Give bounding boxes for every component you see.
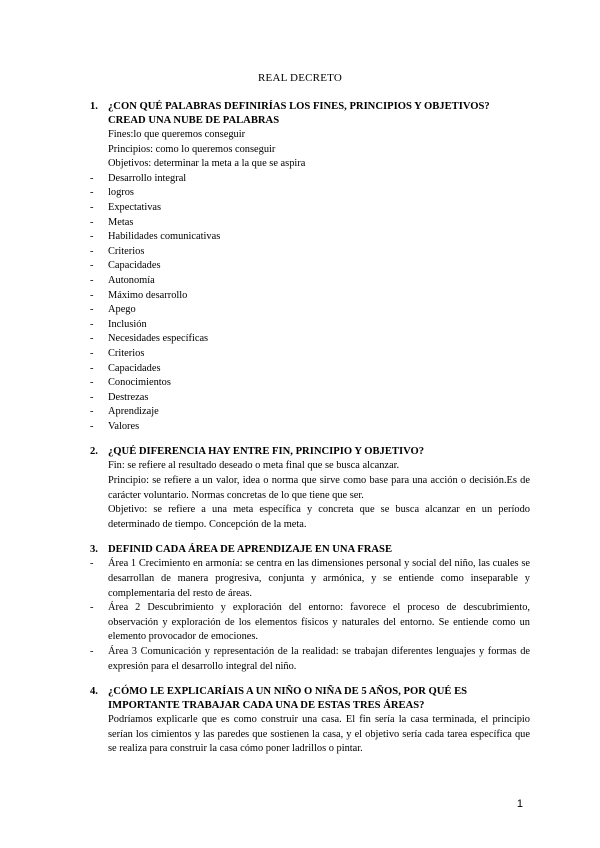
word-list-item bbox=[90, 405, 530, 420]
definition-objetivos: Objetivos: determinar la meta a la que se aspira bbox=[108, 158, 306, 170]
bullet-dash: - bbox=[90, 216, 94, 228]
question-1-number: 1. bbox=[90, 101, 98, 112]
word-list-item bbox=[90, 420, 530, 435]
word-list-item bbox=[90, 318, 530, 333]
word-list-text: Necesidades específicas bbox=[108, 333, 209, 345]
document-title: REAL DECRETO bbox=[258, 72, 342, 84]
area-2-text: Área 2 Descubrimiento y exploración del entorno: favorece el proceso de descubrimiento, observación y exploración de los elementos físicos y naturales del entorno. Se entiende como un elemento provocador de emociones. bbox=[108, 602, 530, 643]
definition-fines: Fines:lo que queremos conseguir bbox=[108, 129, 246, 140]
question-4-text: ¿CÓMO LE EXPLICARÍAIS A UN NIÑO O NIÑA DE 5 AÑOS, POR QUÉ ES IMPORTANTE TRABAJAR CADA UNA DE ESTAS TRES ÁREAS? bbox=[108, 686, 468, 712]
word-list-item bbox=[90, 362, 530, 377]
bullet-dash: - bbox=[90, 187, 94, 199]
bullet-dash: - bbox=[90, 347, 94, 359]
question-2-number: 2. bbox=[90, 446, 98, 458]
word-list-item bbox=[90, 230, 530, 245]
bullet-dash: - bbox=[90, 172, 94, 184]
word-list-item bbox=[90, 259, 530, 274]
word-list-item bbox=[90, 186, 530, 201]
area-3-text: Área 3 Comunicación y representación de la realidad: se trabajan diferentes lenguajes y formas de expresión para el desarrollo integral del niño. bbox=[108, 646, 530, 672]
area-2-item bbox=[90, 601, 530, 645]
question-2-heading bbox=[90, 445, 530, 459]
word-list-text: Destrezas bbox=[108, 391, 149, 403]
word-list-text: Criterios bbox=[108, 347, 145, 359]
area-1-item bbox=[90, 557, 530, 601]
bullet-dash: - bbox=[90, 304, 94, 316]
word-list-item bbox=[90, 376, 530, 391]
word-list-item bbox=[90, 274, 530, 289]
word-list-item bbox=[90, 332, 530, 347]
question-1-text: ¿CON QUÉ PALABRAS DEFINIRÍAS LOS FINES, PRINCIPIOS Y OBJETIVOS? CREAD UNA NUBE DE PALABRAS bbox=[108, 101, 490, 126]
question-3-heading bbox=[90, 543, 530, 557]
bullet-dash: - bbox=[90, 245, 94, 257]
word-list-text: Valores bbox=[108, 420, 140, 432]
page-number: 1 bbox=[516, 798, 523, 810]
word-list-text: Capacidades bbox=[108, 260, 161, 272]
question-3-number: 3. bbox=[90, 544, 98, 556]
bullet-dash: - bbox=[90, 602, 94, 614]
word-list-text: Capacidades bbox=[108, 362, 161, 374]
bullet-dash: - bbox=[90, 318, 94, 330]
question-2-text: ¿QUÉ DIFERENCIA HAY ENTRE FIN, PRINCIPIO Y OBJETIVO? bbox=[108, 446, 425, 458]
word-list-text: Metas bbox=[108, 216, 134, 228]
word-list-item bbox=[90, 172, 530, 187]
word-list-text: Expectativas bbox=[108, 201, 162, 213]
word-list-text: Desarrollo integral bbox=[108, 172, 187, 184]
bullet-dash: - bbox=[90, 333, 94, 345]
bullet-dash: - bbox=[90, 377, 94, 389]
bullet-dash: - bbox=[90, 274, 94, 286]
answer-principio: Principio: se refiere a un valor, idea o norma que sirve como base para una acción o decisión.Es de carácter voluntario. Normas concretas de lo que tiene que ser. bbox=[108, 475, 530, 501]
word-list-item bbox=[90, 201, 530, 216]
bullet-dash: - bbox=[90, 201, 94, 213]
word-list-text: Inclusión bbox=[108, 318, 147, 330]
answer-q4: Podríamos explicarle que es como construir una casa. El fin sería la casa terminada, el principio serían los cimientos y las paredes que sostienen la casa, y el objetivo sería cada tarea específica que se realiza para construir la casa cómo poner ladrillos o pintar. bbox=[108, 714, 530, 755]
word-list-item bbox=[90, 216, 530, 231]
question-4-number: 4. bbox=[90, 686, 98, 698]
bullet-dash: - bbox=[90, 362, 94, 374]
question-1-heading bbox=[90, 100, 530, 128]
bullet-dash: - bbox=[90, 231, 94, 243]
answer-objetivo: Objetivo: se refiere a una meta específica y concreta que se busca alcanzar en un período determinado de tiempo. Concepción de la meta. bbox=[108, 504, 530, 530]
word-list-text: Apego bbox=[108, 304, 136, 316]
area-3-item bbox=[90, 645, 530, 674]
bullet-dash: - bbox=[90, 406, 94, 418]
area-1-text: Área 1 Crecimiento en armonía: se centra en las dimensiones personal y social del niño, las cuales se desarrollan de manera progresiva, conjunta y armónica, y se entiende como inseparable y complementaria del resto de áreas. bbox=[108, 558, 530, 599]
word-list-item bbox=[90, 245, 530, 260]
word-list-text: Habilidades comunicativas bbox=[108, 231, 221, 243]
word-list-item bbox=[90, 391, 530, 406]
word-list-item bbox=[90, 303, 530, 318]
answer-fin: Fin: se refiere al resultado deseado o meta final que se busca alcanzar. bbox=[108, 460, 400, 472]
definition-principios: Principios: como lo queremos conseguir bbox=[108, 143, 276, 155]
question-4-heading bbox=[90, 685, 530, 713]
word-list-text: logros bbox=[108, 187, 134, 199]
word-list-text: Autonomía bbox=[108, 274, 155, 286]
word-list-item bbox=[90, 347, 530, 362]
bullet-dash: - bbox=[90, 289, 94, 301]
question-3-text: DEFINID CADA ÁREA DE APRENDIZAJE EN UNA FRASE bbox=[108, 544, 393, 556]
word-list-text: Máximo desarrollo bbox=[108, 289, 188, 301]
bullet-dash: - bbox=[90, 420, 94, 432]
word-list-text: Aprendizaje bbox=[108, 406, 159, 418]
bullet-dash: - bbox=[90, 646, 94, 657]
word-list-text: Conocimientos bbox=[108, 377, 171, 389]
word-list-item bbox=[90, 289, 530, 304]
bullet-dash: - bbox=[90, 260, 94, 272]
bullet-dash: - bbox=[90, 558, 94, 570]
word-cloud-list bbox=[90, 172, 530, 435]
bullet-dash: - bbox=[90, 391, 94, 403]
document-body bbox=[90, 100, 530, 757]
word-list-text: Criterios bbox=[108, 245, 145, 257]
